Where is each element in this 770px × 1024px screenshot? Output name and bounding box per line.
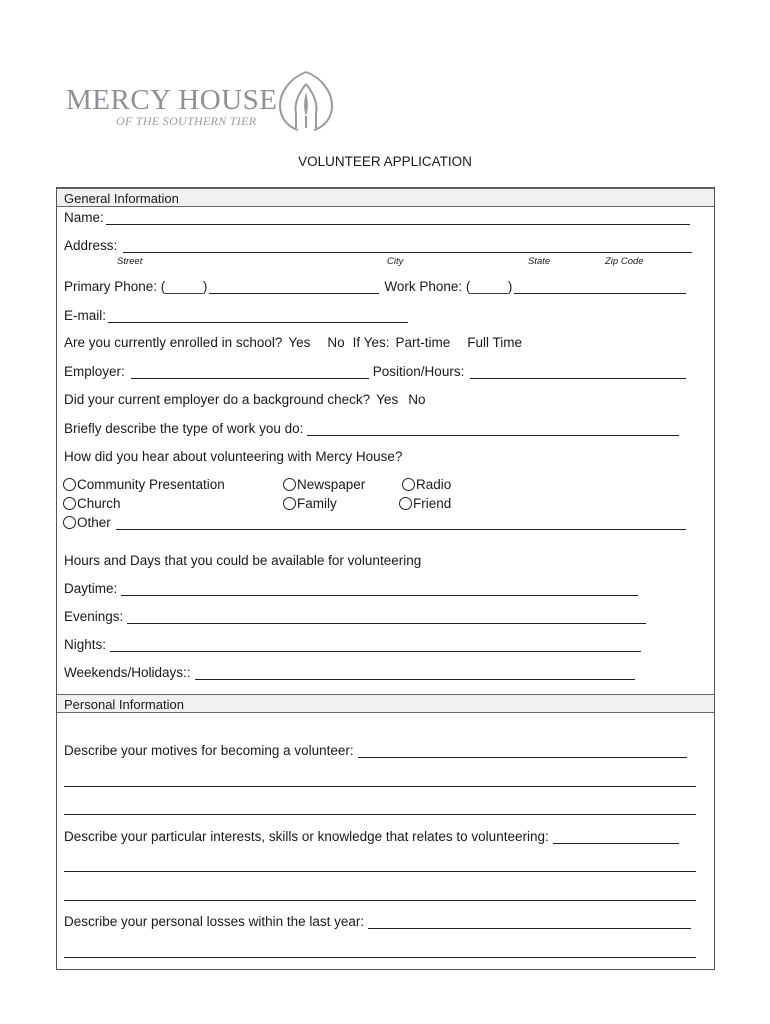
radio-icon[interactable] — [399, 497, 412, 510]
employer-field[interactable] — [131, 364, 369, 379]
hear-about-question-row — [64, 449, 402, 464]
option-label: Church — [77, 496, 121, 511]
document-title: VOLUNTEER APPLICATION — [298, 154, 472, 169]
city-caption: City — [387, 256, 404, 267]
position-hours-field[interactable] — [470, 364, 686, 379]
background-yes-option[interactable]: Yes — [376, 392, 399, 407]
logo-wordmark: MERCY HOUSE — [66, 84, 278, 116]
option-label: Radio — [416, 477, 452, 492]
option-label: Newspaper — [297, 477, 366, 492]
evenings-row — [64, 609, 646, 624]
daytime-row — [64, 581, 638, 596]
work-phone-field[interactable] — [514, 279, 686, 294]
option-other[interactable] — [63, 515, 686, 530]
motives-label: Describe your motives for becoming a volunteer: — [64, 743, 354, 758]
option-label: Community Presentation — [77, 477, 225, 492]
motives-row — [64, 743, 687, 758]
interests-field[interactable] — [553, 829, 679, 844]
daytime-label: Daytime: — [64, 581, 118, 596]
work-phone-label: Work Phone: (_____) — [384, 279, 513, 294]
email-row — [64, 308, 408, 323]
section-general-information: General Information — [57, 188, 714, 207]
other-field[interactable] — [116, 515, 686, 530]
street-caption: Street — [117, 256, 143, 267]
interests-row — [64, 829, 679, 844]
mercy-house-logo — [64, 70, 354, 134]
logo-tagline: OF THE SOUTHERN TIER — [116, 114, 257, 128]
radio-icon[interactable] — [63, 516, 76, 529]
evenings-field[interactable] — [127, 609, 646, 624]
radio-icon[interactable] — [402, 478, 415, 491]
school-row — [64, 335, 522, 350]
name-row — [64, 210, 690, 225]
weekends-label: Weekends/Holidays:: — [64, 665, 191, 680]
school-question: Are you currently enrolled in school? — [64, 335, 283, 350]
option-label: Friend — [413, 496, 452, 511]
losses-label: Describe your personal losses within the last year: — [64, 914, 365, 929]
position-hours-label: Position/Hours: — [372, 364, 465, 379]
primary-phone-field[interactable] — [209, 279, 379, 294]
section-personal-information: Personal Information — [57, 694, 714, 713]
losses-row — [64, 914, 691, 929]
address-row — [64, 238, 692, 253]
address-label: Address: — [64, 238, 118, 253]
part-time-option[interactable]: Part-time — [395, 335, 451, 350]
background-check-row — [64, 392, 425, 407]
losses-line-2[interactable] — [64, 957, 696, 958]
employer-label: Employer: — [64, 364, 125, 379]
name-label: Name: — [64, 210, 104, 225]
option-label: Family — [297, 496, 337, 511]
weekends-field[interactable] — [195, 665, 635, 680]
nights-label: Nights: — [64, 637, 107, 652]
nights-row — [64, 637, 641, 652]
hear-about-question: How did you hear about volunteering with Mercy House? — [64, 449, 403, 464]
option-family[interactable] — [283, 496, 337, 511]
daytime-field[interactable] — [121, 581, 638, 596]
motives-line-3[interactable] — [64, 814, 696, 815]
hours-heading-row — [64, 553, 421, 568]
email-field[interactable] — [108, 308, 408, 323]
house-flame-icon — [274, 70, 338, 132]
employer-row — [64, 364, 686, 379]
losses-field[interactable] — [368, 914, 691, 929]
interests-line-3[interactable] — [64, 900, 696, 901]
state-caption: State — [528, 256, 551, 267]
hours-heading: Hours and Days that you could be available for volunteering — [64, 553, 422, 568]
work-type-field[interactable] — [307, 421, 679, 436]
interests-label: Describe your particular interests, skills or knowledge that relates to volunteering: — [64, 829, 549, 844]
background-check-question: Did your current employer do a background check? — [64, 392, 371, 407]
email-label: E-mail: — [64, 308, 107, 323]
name-field[interactable] — [106, 210, 690, 225]
full-time-option[interactable]: Full Time — [467, 335, 522, 350]
zip-caption: Zip Code — [605, 256, 644, 267]
school-yes-option[interactable]: Yes — [288, 335, 311, 350]
option-church[interactable] — [63, 496, 121, 511]
work-type-row — [64, 421, 679, 436]
address-field[interactable] — [123, 238, 692, 253]
form-frame — [56, 187, 715, 970]
background-no-option[interactable]: No — [408, 392, 426, 407]
weekends-row — [64, 665, 635, 680]
option-label: Other — [77, 515, 111, 530]
radio-icon[interactable] — [63, 497, 76, 510]
nights-field[interactable] — [110, 637, 641, 652]
radio-icon[interactable] — [283, 478, 296, 491]
radio-icon[interactable] — [63, 478, 76, 491]
motives-line-2[interactable] — [64, 786, 696, 787]
school-if-yes-label: If Yes: — [352, 335, 390, 350]
motives-field[interactable] — [358, 743, 687, 758]
option-radio[interactable] — [402, 477, 451, 492]
school-no-option[interactable]: No — [327, 335, 345, 350]
option-newspaper[interactable] — [283, 477, 365, 492]
radio-icon[interactable] — [283, 497, 296, 510]
option-friend[interactable] — [399, 496, 451, 511]
option-community-presentation[interactable] — [63, 477, 225, 492]
primary-phone-label: Primary Phone: (_____) — [64, 279, 208, 294]
work-type-label: Briefly describe the type of work you do: — [64, 421, 304, 436]
interests-line-2[interactable] — [64, 871, 696, 872]
phone-row — [64, 279, 686, 294]
evenings-label: Evenings: — [64, 609, 124, 624]
